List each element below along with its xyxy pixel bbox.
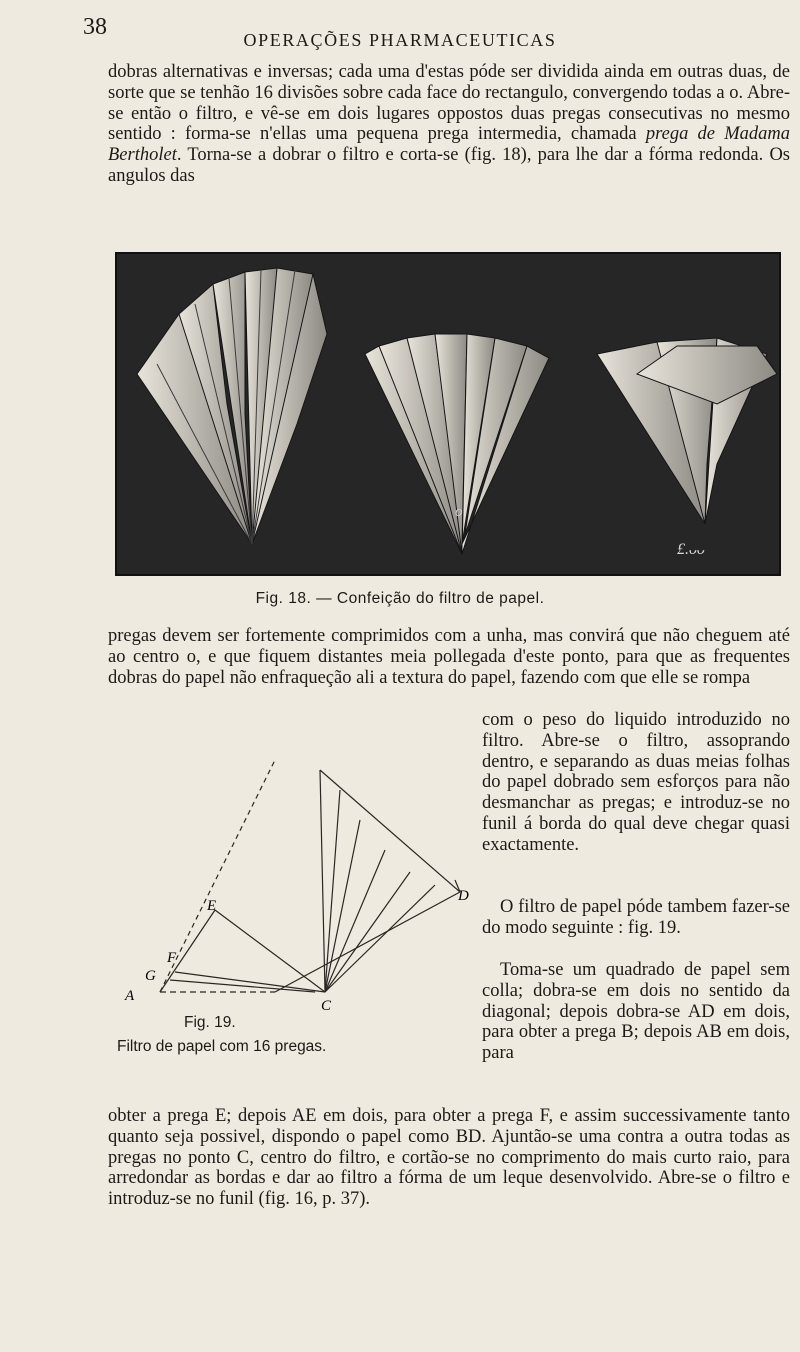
paragraph-top xyxy=(108,62,790,187)
label-F: F xyxy=(167,950,177,966)
figure-18-caption: Fig. 18. — Confeição do filtro de papel. xyxy=(255,590,545,607)
figure-18-plate xyxy=(115,252,781,576)
figure-18-illustration xyxy=(117,254,779,574)
paragraph-top-italic: prega de Madama Bertholet xyxy=(108,124,790,166)
label-o: o xyxy=(455,504,463,520)
paragraph-middle: pregas devem ser fortemente comprimidos com a unha, mas convirá que não cheguem até ao centro o, e que fiquem distantes meia pollegada d'este ponto, para que as frequentes dobras do papel não enfraqueção ali a textura do papel, fazendo com que elle se rompa xyxy=(108,626,790,688)
label-G: G xyxy=(145,968,156,984)
figure-19-caption-1: Fig. 19. xyxy=(184,1014,236,1031)
running-head: OPERAÇÕES PHARMACEUTICAS xyxy=(243,30,557,50)
paragraph-bottom: obter a prega E; depois AE em dois, para obter a prega F, e assim successivamente tanto quanto seja possivel, dispondo o papel como BD. Ajuntão-se uma contra a outra todas as pregas no ponto C, centro do filtro, e cortão-se no comprimento do mais curto raio, para arredondar as bordas e dar ao filtro a fórma de um leque desenvolvido. Abre-se o filtro e introduz-se no funil (fig. 16, p. 37). xyxy=(108,1106,790,1210)
label-D: D xyxy=(458,888,469,904)
label-C: C xyxy=(321,998,332,1014)
engraver-signature: £.ᴗᴗ xyxy=(677,541,705,558)
page-number: 38 xyxy=(83,14,107,40)
figure-19-caption-2: Filtro de papel com 16 pregas. xyxy=(117,1038,327,1055)
right-column-text-1: com o peso do liquido introduzido no filtro. Abre-se o filtro, assoprando dentro, e separando as duas meias folhas do papel dobrado sem esforços para não desmanchar as pregas; e introduz-se no funil á borda do qual deve chegar quasi exactamente. xyxy=(482,710,790,855)
label-E: E xyxy=(207,898,217,914)
paragraph-top-end: . Torna-se a dobrar o filtro e corta-se (fig. 18), para lhe dar a fórma redonda. Os angulos das xyxy=(108,145,790,186)
paragraph-top-text: dobras alternativas e inversas; cada uma d'estas póde ser dividida ainda em outras duas, de sorte que se tenhão 16 divisões sobre cada face do rectangulo, convergendo todas a o. Abre-se então o filtro, e vê-se em dois lugares oppostos duas pregas consecutivas no mesmo sentido : forma-se n'ellas uma pequena prega intermedia, chamada xyxy=(108,62,790,145)
right-column-text-3: Toma-se um quadrado de papel sem colla; dobra-se em dois no sentido da diagonal; depois dobra-se AD em dois, para obter a prega B; depois AB em dois, para xyxy=(482,960,790,1064)
right-column-text-2: O filtro de papel póde tambem fazer-se do modo seguinte : fig. 19. xyxy=(482,897,790,938)
label-A: A xyxy=(125,988,135,1004)
figure-19-diagram xyxy=(115,760,480,1020)
